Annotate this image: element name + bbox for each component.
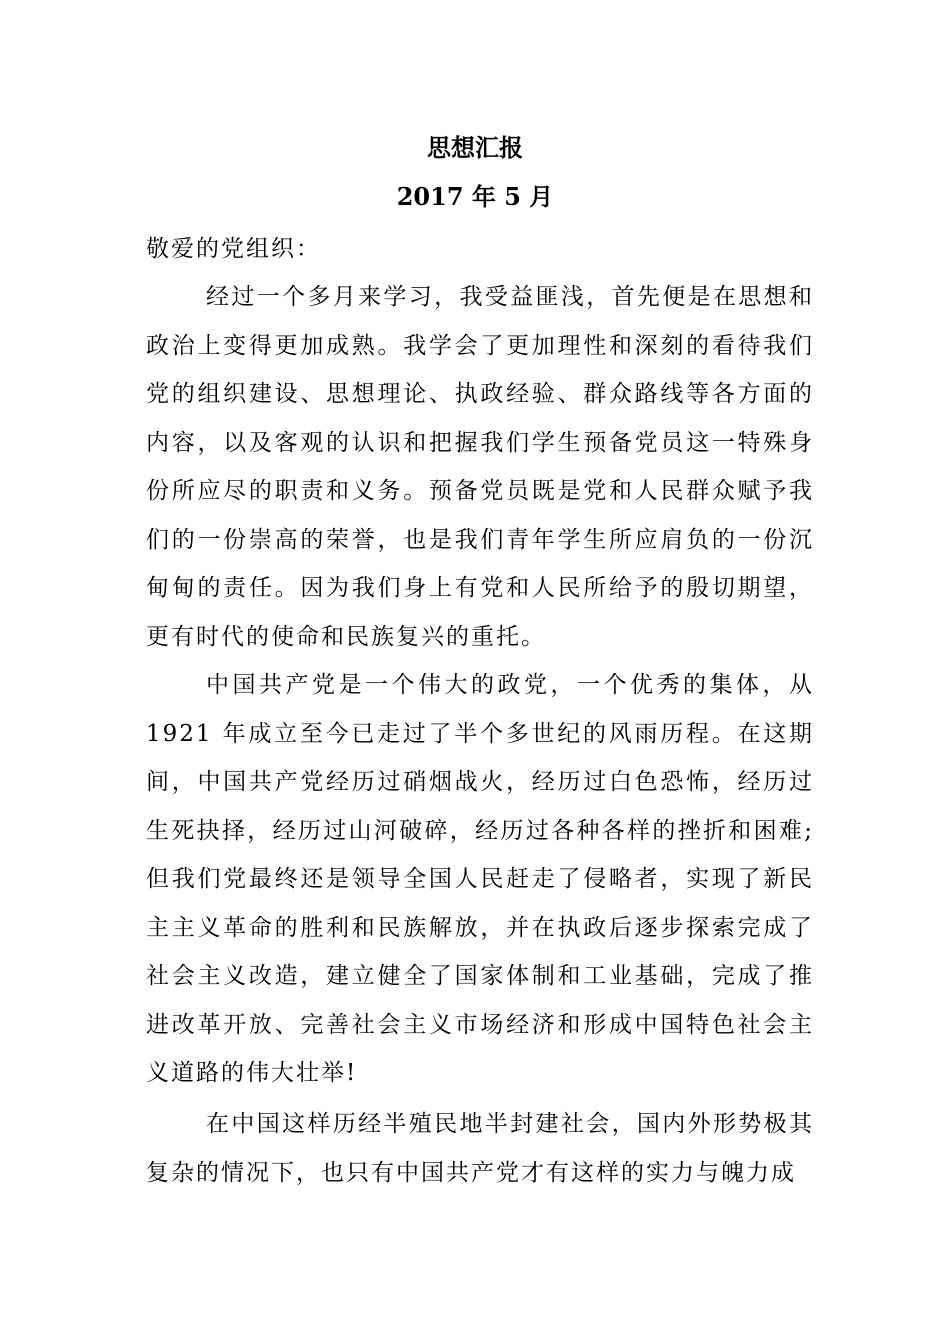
- document-date: 2017 年 5 月: [396, 182, 554, 211]
- salutation: 敬爱的党组织：: [146, 236, 321, 262]
- paragraph-2: 中国共产党是一个伟大的政党，一个优秀的集体，从 1921 年成立至今已走过了半个多世纪的风雨历程。在这期间，中国共产党经历过硝烟战火，经历过白色恐怖，经历过生死抉择，经历过山河破碎，经历过各种各样的挫折和困难;但我们党最终还是领导全国人民赶走了侵略者，实现了新民主主义革命的胜利和民族解放，并在执政后逐步探索完成了社会主义改造，建立健全了国家体制和工业基础，完成了推进改革开放、完善社会主义市场经济和形成中国特色社会主义道路的伟大壮举!: [146, 672, 814, 1086]
- document-title: 思想汇报: [427, 133, 523, 162]
- paragraph-3: 在中国这样历经半殖民地半封建社会，国内外形势极其复杂的情况下，也只有中国共产党才有这样的实力与魄力成: [146, 1111, 814, 1186]
- paragraph-1: 经过一个多月来学习，我受益匪浅，首先便是在思想和政治上变得更加成熟。我学会了更加理性和深刻的看待我们党的组织建设、思想理论、执政经验、群众路线等各方面的内容，以及客观的认识和把握我们学生预备党员这一特殊身份所应尽的职责和义务。预备党员既是党和人民群众赋予我们的一份崇高的荣誉，也是我们青年学生所应肩负的一份沉甸甸的责任。因为我们身上有党和人民所给予的殷切期望，更有时代的使命和民族复兴的重托。: [146, 284, 814, 650]
